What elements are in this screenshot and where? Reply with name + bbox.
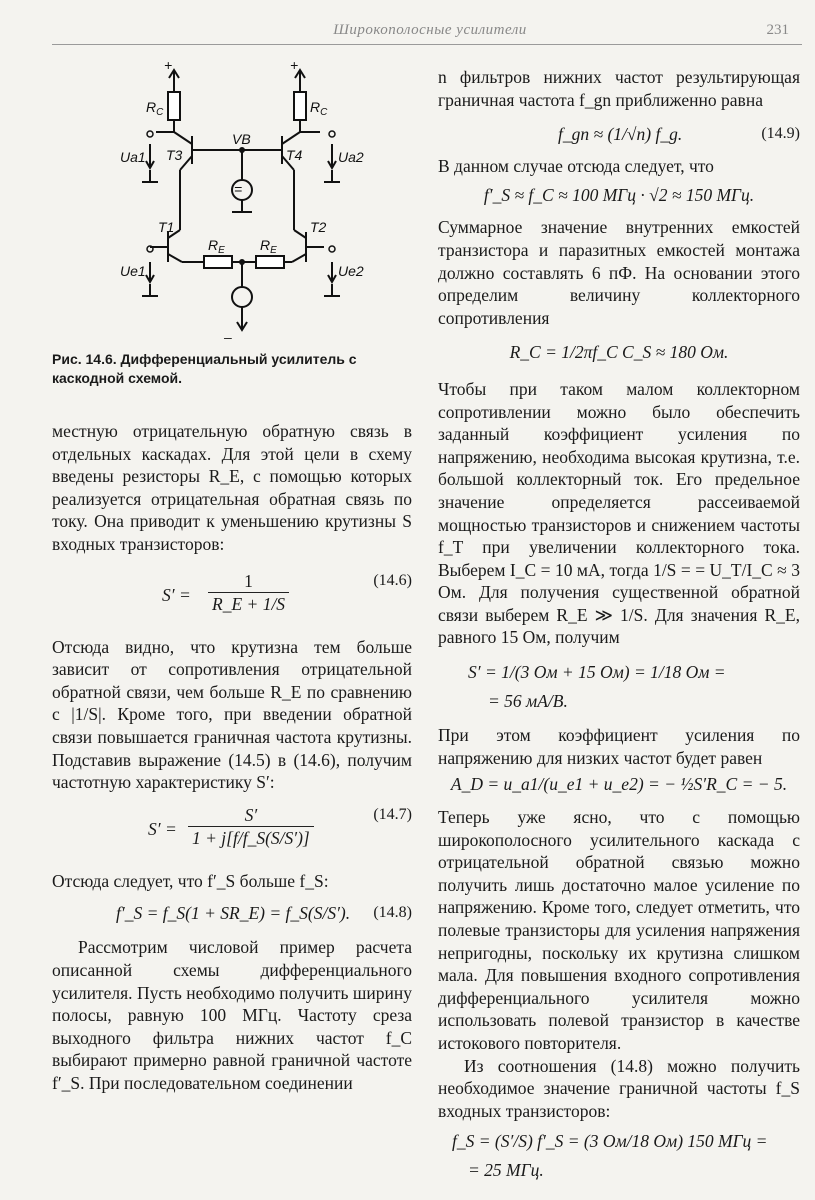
left-paragraph-2: Отсюда видно, что крутизна тем больше зависит от сопротивления отрицательной обратной связи, чем больше R_E по сравнению с |1/S|. Кроме того, при введении обратной связи повышается граничная частота крутизны. Подставив выражение (14.5) в (14.6), получим частотную характеристику S′: — [52, 636, 412, 793]
fig-rc-right: $R_C$ — [310, 99, 328, 118]
fig-t2: T2 — [310, 219, 327, 235]
fig-rc-left: $R_C$ — [146, 99, 164, 118]
equation-14-8: f′_S = f_S(1 + SR_E) = f_S(S/S′). (14.8) — [116, 903, 412, 924]
svg-text:=: = — [234, 181, 243, 197]
equation-rc: R_C = 1/2πf_C C_S ≈ 180 Ом. — [509, 342, 729, 363]
right-column — [438, 66, 800, 1182]
fig-t3: T3 — [166, 147, 183, 163]
equation-number: (14.7) — [373, 805, 412, 823]
left-paragraph-1: местную отрицательную обратную связь в отдельных каскадах. Для этой цели в схему введены резисторы R_E, с помощью которых реализуется отрицательная обратная связь по току. Она приводит к уменьшению крутизны S входных транзисторов: — [52, 421, 412, 554]
fig-vb: VB — [232, 131, 251, 147]
left-paragraph-3: Отсюда следует, что f′_S больше f_S: — [52, 870, 329, 891]
figure-caption: Рис. 14.6. Дифференциальный усилитель с каскодной схемой. — [52, 351, 357, 386]
right-paragraph-4: Чтобы при таком малом коллекторном сопротивлении можно было обеспечить заданный коэффициент усиления по напряжению, необходима высокая крутизна, т.е. большой коллекторный ток. Его предельное значение определяется рассеиваемой мощностью транзисторов и снижением частоты f_T при увеличении коллекторного тока. Выберем I_C = 10 мА, тогда 1/S = = U_T/I_C ≈ 3 Ом. Для получения существенной обратной связи выберем R_E ≫ 1/S. Для значения R_E, равного 15 Ом, получим — [438, 378, 800, 648]
equation-14-7: S′ = $\frac{S'}{1 + j[f/f\_S(S/S')]}$ (14.7) — [148, 804, 412, 849]
equation-fs-2: = 25 МГц. — [468, 1159, 544, 1180]
right-paragraph-6: Теперь уже ясно, что с помощью широкополосного усилительного каскада с отрицательной обратной связью можно получить лишь достаточно малое усиление по напряжению. Кроме того, следует отметить, что полевые транзисторы для усиления напряжения непригодны, поскольку их крутизна слишком мала. Для повышения входного сопротивления дифференциального усилителя можно использовать полевой транзистор в качестве истокового повторителя. — [438, 807, 800, 1053]
fig-re-left: $R_E$ — [208, 237, 225, 256]
fig-re-right: $R_E$ — [260, 237, 277, 256]
left-paragraph-4: Рассмотрим числовой пример расчета описанной схемы дифференциального усилителя. Пусть необходимо получить ширину полосы, равную 100 МГц. Частоту среза выходного фильтра нижних частот f_C выбирают примерно равной граничной частоте f′_S. При последовательном соединении — [52, 937, 412, 1093]
equation-number: (14.6) — [373, 571, 412, 589]
fig-ue2: Ue2 — [338, 263, 364, 279]
right-paragraph-3: Суммарное значение внутренних емкостей транзистора и паразитных емкостей монтажа должно составлять 6 пФ. На основании этого определим величину коллекторного сопротивления — [438, 217, 800, 328]
equation-fs-1: f_S = (S′/S) f′_S = (3 Ом/18 Ом) 150 МГц = — [452, 1131, 768, 1152]
equation-14-9: f_gn ≈ (1/√n) f_g. (14.9) — [558, 124, 800, 145]
equation-s-prime-1: S′ = 1/(3 Ом + 15 Ом) = 1/18 Ом = — [468, 662, 726, 683]
circuit-diagram — [120, 62, 370, 347]
right-paragraph-7: Из соотношения (14.8) можно получить необходимое значение граничной частоты f_S входных транзисторов: — [438, 1055, 800, 1121]
running-title: Широкополосные усилители — [333, 22, 527, 38]
fig-t1: T1 — [158, 219, 175, 235]
equation-14-6: S′ = $\frac{1}{R\_E + 1/S}$ (14.6) — [162, 570, 412, 615]
right-paragraph-1: n фильтров нижних частот результирующая граничная частота f_gn приближенно равна — [438, 67, 800, 110]
equation-number: (14.9) — [761, 125, 800, 143]
header-rule — [52, 44, 802, 45]
equation-number: (14.8) — [373, 904, 412, 922]
page-number: 231 — [766, 22, 789, 38]
fig-ue1: Ue1 — [120, 263, 146, 279]
fig-ua2: Ua2 — [338, 149, 364, 165]
fig-plus-right: + — [290, 62, 299, 73]
fig-plus-left: + — [164, 62, 173, 73]
fig-t4: T4 — [286, 147, 303, 163]
equation-ad: A_D = u_a1/(u_e1 + u_e2) = − ½S′R_C = − 5. — [450, 774, 788, 795]
right-paragraph-5: При этом коэффициент усиления по напряжению для низких частот будет равен — [438, 725, 800, 768]
equation-fs-prime: f′_S ≈ f_C ≈ 100 МГц · √2 ≈ 150 МГц. — [483, 184, 755, 205]
equation-s-prime-2: = 56 мА/В. — [488, 690, 568, 711]
fig-ua1: Ua1 — [120, 149, 146, 165]
left-column — [52, 420, 412, 1094]
right-paragraph-2: В данном случае отсюда следует, что — [438, 156, 714, 177]
fig-minus: – — [224, 329, 232, 345]
